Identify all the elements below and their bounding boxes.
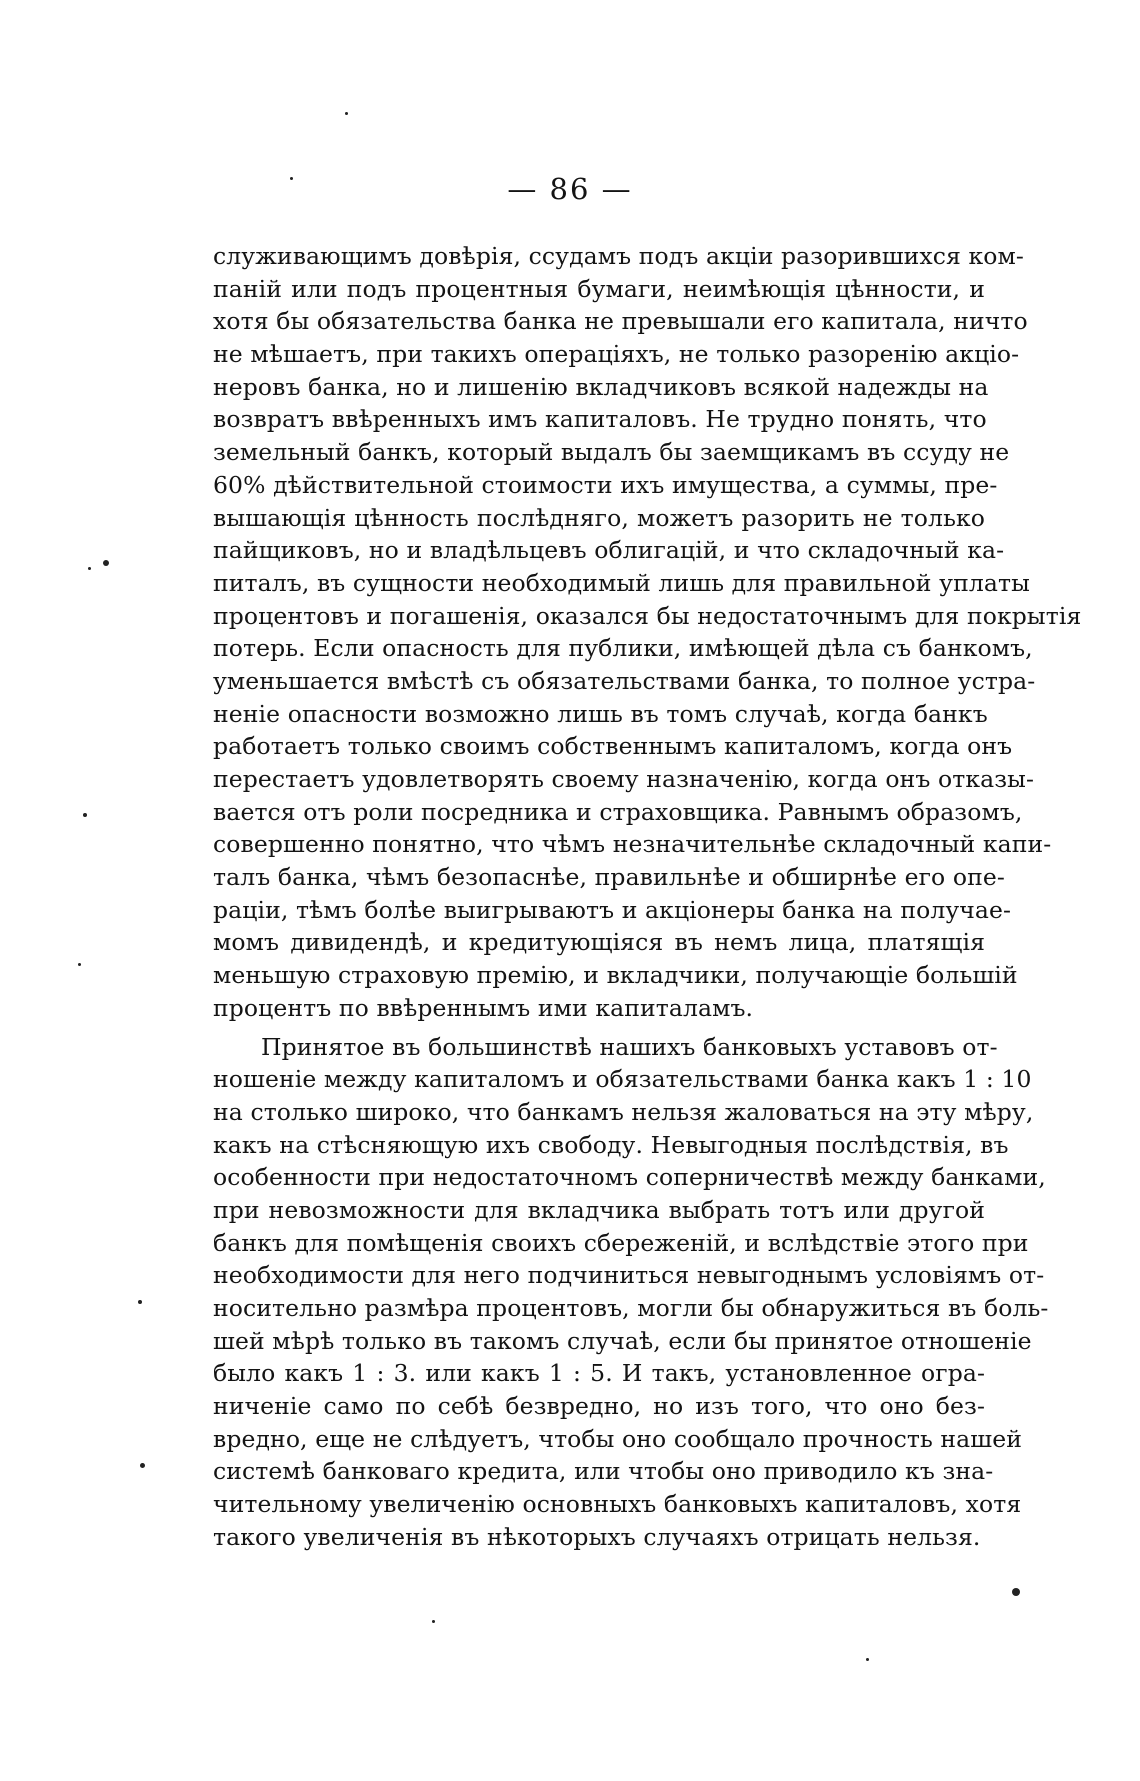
text-line: служивающимъ довѣрія, ссудамъ подъ акціи разорившихся ком-	[213, 242, 1024, 270]
text-line: носительно размѣра процентовъ, могли бы обнаружиться въ боль-	[213, 1294, 1049, 1322]
text-line: необходимости для него подчиниться невыгоднымъ условіямъ от-	[213, 1261, 1045, 1290]
paragraph-2	[213, 1031, 1049, 1554]
scan-speck	[88, 567, 91, 570]
text-line: вается отъ роли посредника и страховщика. Равнымъ образомъ,	[213, 797, 1023, 826]
text-line: ниченіе само по себѣ безвредно, но изъ того, что оно без-	[213, 1392, 985, 1421]
scan-speck	[83, 813, 87, 817]
scan-speck	[103, 560, 109, 566]
text-line: процентъ по ввѣреннымъ ими капиталамъ.	[213, 993, 754, 1022]
scan-speck	[140, 1463, 145, 1468]
text-line: системѣ банковаго кредита, или чтобы оно приводило къ зна-	[213, 1457, 994, 1486]
text-line: чительному увеличенію основныхъ банковыхъ капиталовъ, хотя	[213, 1490, 1022, 1519]
text-line: хотя бы обязательства банка не превышали его капитала, ничто	[213, 307, 1028, 336]
text-line: вредно, еще не слѣдуетъ, чтобы оно сообщало прочность нашей	[213, 1424, 1022, 1453]
text-line: работаетъ только своимъ собственнымъ капиталомъ, когда онъ	[213, 732, 1013, 761]
text-line: ношеніе между капиталомъ и обязательствами банка какъ 1 : 10	[213, 1065, 1032, 1094]
text-line: не мѣшаетъ, при такихъ операціяхъ, не только разоренію акціо-	[213, 340, 1020, 369]
scan-speck	[866, 1658, 869, 1661]
text-line: неніе опасности возможно лишь въ томъ случаѣ, когда банкъ	[213, 699, 988, 728]
text-line: было какъ 1 : 3. или какъ 1 : 5. И такъ, установленное огра-	[213, 1359, 985, 1388]
body-text	[213, 240, 1082, 1554]
text-line: совершенно понятно, что чѣмъ незначительнѣе складочный капи-	[213, 830, 1052, 859]
text-line: процентовъ и погашенія, оказался бы недостаточнымъ для покрытія	[213, 601, 1082, 630]
scan-speck	[1012, 1588, 1020, 1596]
text-line: перестаетъ удовлетворять своему назначенію, когда онъ отказы-	[213, 765, 1034, 793]
text-line: возвратъ ввѣренныхъ имъ капиталовъ. Не трудно понять, что	[213, 405, 987, 434]
text-line: уменьшается вмѣстѣ съ обязательствами банка, то полное устра-	[213, 666, 1036, 695]
text-line: меньшую страховую премію, и вкладчики, получающіе большій	[213, 961, 1018, 990]
paragraph-1	[213, 240, 1082, 1025]
text-line: 60% дѣйствительной стоимости ихъ имущества, а суммы, пре-	[213, 470, 998, 499]
text-line: питалъ, въ сущности необходимый лишь для правильной уплаты	[213, 568, 1030, 597]
scan-speck	[78, 963, 81, 966]
text-line: момъ дивидендѣ, и кредитующіяся въ немъ лица, платящія	[213, 928, 985, 957]
text-line: особенности при недостаточномъ соперничествѣ между банками,	[213, 1163, 1046, 1192]
text-line: талъ банка, чѣмъ безопаснѣе, правильнѣе и обширнѣе его опе-	[213, 863, 1005, 892]
text-line: банкъ для помѣщенія своихъ сбереженій, и вслѣдствіе этого при	[213, 1228, 1029, 1257]
scan-speck	[345, 112, 348, 115]
text-line: такого увеличенія въ нѣкоторыхъ случаяхъ отрицать нельзя.	[213, 1522, 981, 1551]
text-line: неровъ банка, но и лишенію вкладчиковъ всякой надежды на	[213, 372, 989, 401]
text-line: вышающія цѣнность послѣдняго, можетъ разорить не только	[213, 503, 985, 532]
text-line: Принятое въ большинствѣ нашихъ банковыхъ уставовъ от-	[261, 1032, 998, 1061]
text-line: шей мѣрѣ только въ такомъ случаѣ, если бы принятое отношеніе	[213, 1326, 1032, 1355]
text-line: при невозможности для вкладчика выбрать тотъ или другой	[213, 1195, 985, 1224]
page-number: — 86 —	[507, 172, 633, 206]
scan-speck	[290, 177, 293, 180]
text-line: пайщиковъ, но и владѣльцевъ облигацій, и что складочный ка-	[213, 536, 1005, 565]
text-line: паній или подъ процентныя бумаги, неимѣющія цѣнности, и	[213, 274, 985, 303]
text-line: на столько широко, что банкамъ нельзя жаловаться на эту мѣру,	[213, 1097, 1034, 1126]
text-line: какъ на стѣсняющую ихъ свободу. Невыгодныя послѣдствія, въ	[213, 1130, 1009, 1159]
text-line: земельный банкъ, который выдалъ бы заемщикамъ въ ссуду не	[213, 438, 1010, 467]
scan-speck	[138, 1300, 142, 1304]
text-line: раціи, тѣмъ болѣе выигрываютъ и акціонеры банка на получае-	[213, 895, 1012, 924]
text-line: потерь. Если опасность для публики, имѣющей дѣла съ банкомъ,	[213, 634, 1033, 663]
scan-speck	[432, 1620, 435, 1623]
